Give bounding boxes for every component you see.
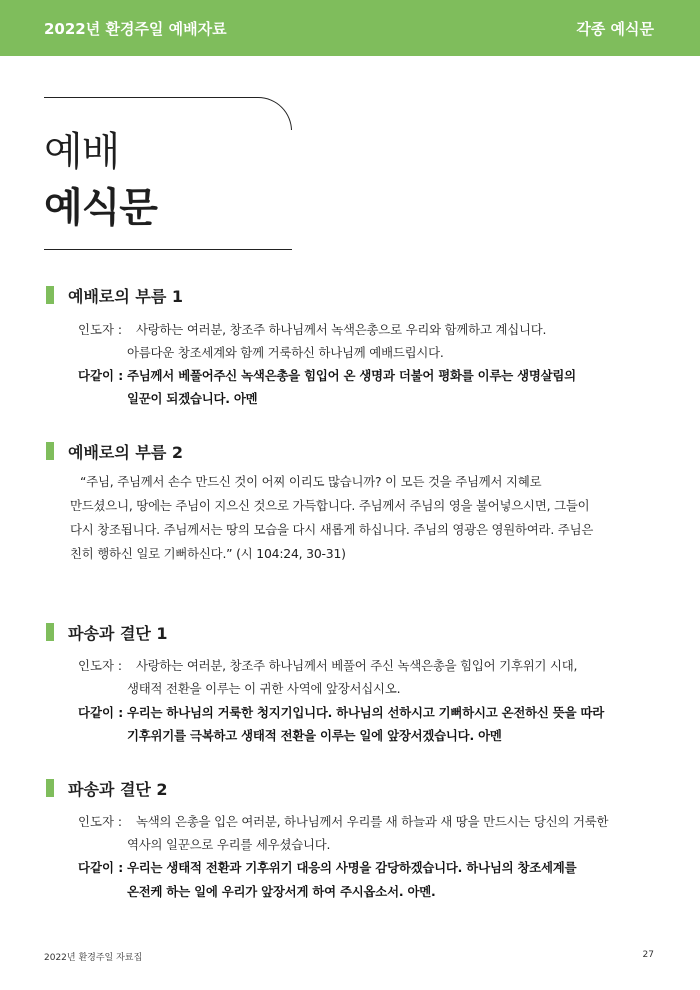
title-divider (44, 249, 292, 250)
section-marker-icon (46, 286, 54, 304)
people-line: 온전케 하는 일에 우리가 앞장서게 하여 주시옵소서. 아멘. (127, 884, 436, 899)
leader-line: 생태적 전환을 이루는 이 귀한 사역에 앞장서십시오. (127, 681, 401, 696)
quote-line: 만드셨으니, 땅에는 주님이 지으신 것으로 가득합니다. 주님께서 주님의 영을 불어넣으시면, 그들이 (70, 498, 590, 513)
page-number: 27 (642, 950, 654, 960)
section-heading-text: 예배로의 부름 2 (68, 443, 184, 462)
leader-line: 아름다운 창조세계와 함께 거룩하신 하나님께 예배드립시다. (127, 345, 444, 360)
people-line: 우리는 하나님의 거룩한 청지기입니다. 하나님의 선하시고 기뻐하시고 온전하신 뜻을 따라 (127, 705, 604, 720)
quote-line: 친히 행하신 일로 기뻐하신다.” (시 104:24, 30-31) (70, 546, 346, 561)
quote-line: “주님, 주님께서 손수 만드신 것이 어찌 이리도 많습니까? 이 모든 것을 주님께서 지혜로 (80, 474, 542, 489)
section-heading-text: 파송과 결단 2 (68, 780, 168, 799)
page-header (0, 0, 700, 56)
page-title-bold: 예식문 (44, 185, 157, 231)
people-label: 다같이 : (78, 860, 124, 875)
people-line: 일꾼이 되겠습니다. 아멘 (127, 391, 258, 406)
leader-line: 역사의 일꾼으로 우리를 세우셨습니다. (127, 837, 331, 852)
footer-publication: 2022년 환경주일 자료집 (44, 953, 143, 963)
leader-line: 사랑하는 여러분, 창조주 하나님께서 베풀어 주신 녹색은총을 힘입어 기후위기 시대, (136, 658, 578, 673)
section-marker-icon (46, 623, 54, 641)
section-heading-text: 파송과 결단 1 (68, 624, 168, 643)
people-line: 주님께서 베풀어주신 녹색은총을 힘입어 온 생명과 더불어 평화를 이루는 생명살림의 (127, 368, 576, 383)
people-label: 다같이 : (78, 705, 124, 720)
people-label: 다같이 : (78, 368, 124, 383)
page-title-light: 예배 (44, 129, 120, 175)
section-marker-icon (46, 442, 54, 460)
section-heading-text: 예배로의 부름 1 (68, 287, 184, 306)
leader-label: 인도자 : (78, 658, 123, 673)
leader-line: 사랑하는 여러분, 창조주 하나님께서 녹색은총으로 우리와 함께하고 계십니다. (136, 322, 547, 337)
section-marker-icon (46, 779, 54, 797)
people-line: 기후위기를 극복하고 생태적 전환을 이루는 일에 앞장서겠습니다. 아멘 (127, 728, 502, 743)
people-line: 우리는 생태적 전환과 기후위기 대응의 사명을 감당하겠습니다. 하나님의 창조세계를 (127, 860, 577, 875)
leader-label: 인도자 : (78, 322, 123, 337)
header-section-title: 각종 예식문 (576, 20, 654, 38)
leader-line: 녹색의 은총을 입은 여러분, 하나님께서 우리를 새 하늘과 새 땅을 만드시는 당신의 거룩한 (136, 814, 609, 829)
header-document-title: 2022년 환경주일 예배자료 (44, 20, 227, 38)
quote-line: 다시 창조됩니다. 주님께서는 땅의 모습을 다시 새롭게 하십니다. 주님의 영광은 영원하여라. 주님은 (70, 522, 594, 537)
leader-label: 인도자 : (78, 814, 123, 829)
